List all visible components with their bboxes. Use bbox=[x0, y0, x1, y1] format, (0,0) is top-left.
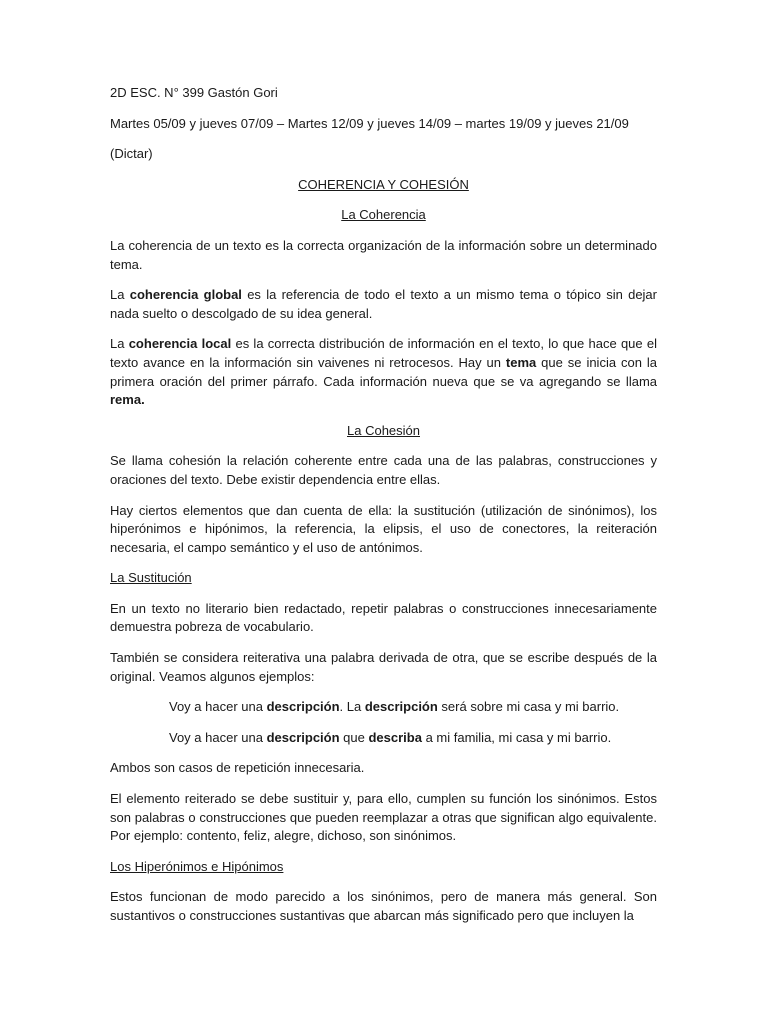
example-2 bbox=[110, 729, 657, 748]
cohesion-heading: La Cohesión bbox=[347, 422, 420, 438]
hiperonimos-heading-wrap bbox=[110, 858, 657, 877]
dates-line: Martes 05/09 y jueves 07/09 – Martes 12/09 y jueves 14/09 – martes 19/09 y jueves 21/09 bbox=[110, 115, 629, 131]
term-tema: tema bbox=[505, 354, 537, 370]
text-run: es la correcta distribución de información en el texto, lo que hace que el texto avance en la información sin vaivenes ni retrocesos. Hay un bbox=[110, 336, 657, 370]
text-run: a mi familia, mi casa y mi barrio. bbox=[421, 729, 612, 745]
text-run: será sobre mi casa y mi barrio. bbox=[437, 699, 620, 715]
example-1 bbox=[110, 698, 657, 717]
hiperonimos-paragraph-1: Estos funcionan de modo parecido a los sinónimos, pero de manera más general. Son sustantivos o construcciones sustantivas que abarcan más significado pero que incluyen la bbox=[110, 889, 657, 923]
term-descripcion: descripción bbox=[266, 699, 340, 715]
text-run: La bbox=[110, 336, 129, 352]
dictation-note: (Dictar) bbox=[110, 146, 153, 162]
sustitucion-paragraph-2: También se considera reiterativa una palabra derivada de otra, que se escribe después de la original. Veamos algunos ejemplos: bbox=[110, 650, 657, 684]
sustitucion-paragraph-4: El elemento reiterado se debe sustituir y, para ello, cumplen su función los sinónimos. Estos son palabras o construcciones que pueden reemplazar a otras que significan algo equivalente. Por ejemplo: contento, feliz, alegre, dichoso, son sinónimos. bbox=[110, 791, 657, 844]
coherencia-heading-wrap bbox=[110, 206, 657, 225]
term-describa: describa bbox=[368, 729, 422, 745]
sustitucion-heading: La Sustitución bbox=[110, 570, 192, 586]
text-run: Voy a hacer una bbox=[169, 699, 267, 715]
coherencia-paragraph-1: La coherencia de un texto es la correcta organización de la información sobre un determinado tema. bbox=[110, 237, 657, 272]
coherencia-heading: La Coherencia bbox=[341, 207, 426, 223]
text-run: es la referencia de todo el texto a un mismo tema o tópico sin dejar nada suelto o descolgado de su idea general. bbox=[110, 287, 657, 321]
sustitucion-paragraph-3: Ambos son casos de repetición innecesaria. bbox=[110, 760, 365, 776]
school-line: 2D ESC. N° 399 Gastón Gori bbox=[110, 85, 278, 100]
text-run: Voy a hacer una bbox=[169, 729, 267, 745]
cohesion-heading-wrap bbox=[110, 422, 657, 441]
text-run: que se inicia con la primera oración del primer párrafo. Cada información nueva que se va agregando se llama bbox=[110, 354, 657, 389]
cohesion-paragraph-1: Se llama cohesión la relación coherente entre cada una de las palabras, construcciones y oraciones del texto. Debe existir dependencia entre ellas. bbox=[110, 453, 657, 487]
document-title: COHERENCIA Y COHESIÓN bbox=[298, 176, 469, 192]
text-run: La bbox=[110, 287, 130, 303]
term-coherencia-global: coherencia global bbox=[129, 287, 242, 303]
sustitucion-paragraph-1: En un texto no literario bien redactado, repetir palabras o construcciones innecesariamente demuestra pobreza de vocabulario. bbox=[110, 600, 657, 635]
hiperonimos-heading: Los Hiperónimos e Hipónimos bbox=[110, 858, 284, 874]
sustitucion-heading-wrap bbox=[110, 569, 657, 588]
coherencia-paragraph-3 bbox=[110, 335, 657, 409]
term-descripcion: descripción bbox=[364, 699, 438, 715]
text-run: que bbox=[339, 729, 369, 745]
term-descripcion: descripción bbox=[266, 729, 340, 745]
term-rema: rema. bbox=[110, 392, 145, 408]
document-page bbox=[110, 84, 657, 938]
document-title-wrap bbox=[110, 176, 657, 195]
cohesion-paragraph-2: Hay ciertos elementos que dan cuenta de ella: la sustitución (utilización de sinónimos), los hiperónimos e hipónimos, la referencia, la elipsis, el uso de conectores, la reiteración necesaria, el campo semántico y el uso de antónimos. bbox=[110, 502, 657, 555]
term-coherencia-local: coherencia local bbox=[128, 336, 232, 352]
text-run: . La bbox=[339, 699, 365, 715]
coherencia-paragraph-2 bbox=[110, 286, 657, 323]
